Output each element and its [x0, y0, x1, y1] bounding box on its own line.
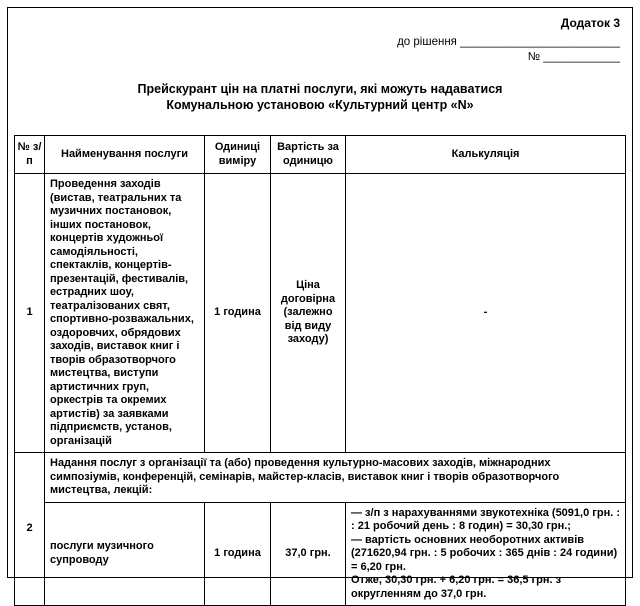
calc-line: — вартість основних необоротних активів (271620,94 грн. : 5 робочих : 365 днів : 24 години) = 6,20 грн. — [351, 533, 618, 573]
decision-line: до рішення _________________________ — [397, 36, 620, 48]
col-header-unit: Одиниці виміру — [205, 136, 271, 174]
table-row — [15, 502, 626, 606]
row2-calc — [346, 502, 626, 606]
calc-line: Отже, 30,30 грн. + 6,20 грн. = 36,5 грн. з округленням до 37,0 грн. — [351, 574, 562, 600]
document-title — [14, 81, 626, 113]
row2-num: 2 — [15, 453, 45, 606]
col-header-calc: Калькуляція — [346, 136, 626, 174]
row2-cost: 37,0 грн. — [271, 502, 346, 606]
row2-service: послуги музичного супроводу — [45, 502, 205, 606]
appendix-label: Додаток 3 — [560, 16, 620, 30]
row1-service: Проведення заходів (вистав, театральних та музичних постановок, інших постановок, концертів художньої самодіяльності, спектаклів, концертів-презентацій, фестивалів, естрадних шоу, театралізованих свят, спортивно-розважальних, оздоровчих, обрядових заходів, виставок книг і творів образотворчого мистецтва, виступи артистичних груп, оркестрів та окремих артистів) за заявками підприємств, установ, організацій — [45, 174, 205, 453]
row1-calc: - — [346, 174, 626, 453]
price-table — [14, 135, 626, 606]
row2-group-header: Надання послуг з організації та (або) проведення культурно-масових заходів, міжнародних симпозіумів, конференцій, семінарів, майстер-класів, виставок книг і творів образотворчого мистецтва, лекцій: — [45, 453, 626, 503]
row1-cost: Ціна договірна (залежно від виду заходу) — [271, 174, 346, 453]
document-title-line2: Комунальною установою «Культурний центр «N» — [166, 98, 474, 112]
table-header-row — [15, 136, 626, 174]
page-border-frame — [7, 7, 633, 600]
row2-unit: 1 година — [205, 502, 271, 606]
table-row — [15, 174, 626, 453]
col-header-num: № з/п — [15, 136, 45, 174]
row1-num: 1 — [15, 174, 45, 453]
table-row — [15, 453, 626, 503]
document-title-line1: Прейскурант цін на платні послуги, які можуть надаватися — [137, 82, 503, 96]
col-header-cost: Вартість за одиницю — [271, 136, 346, 174]
number-line: № ____________ — [527, 51, 620, 63]
row1-unit: 1 година — [205, 174, 271, 453]
calc-line: — з/п з нарахуваннями звукотехніка (5091,0 грн. : : 21 робочий день : 8 годин) = 30,30 грн.; — [351, 506, 620, 532]
col-header-service: Найменування послуги — [45, 136, 205, 174]
